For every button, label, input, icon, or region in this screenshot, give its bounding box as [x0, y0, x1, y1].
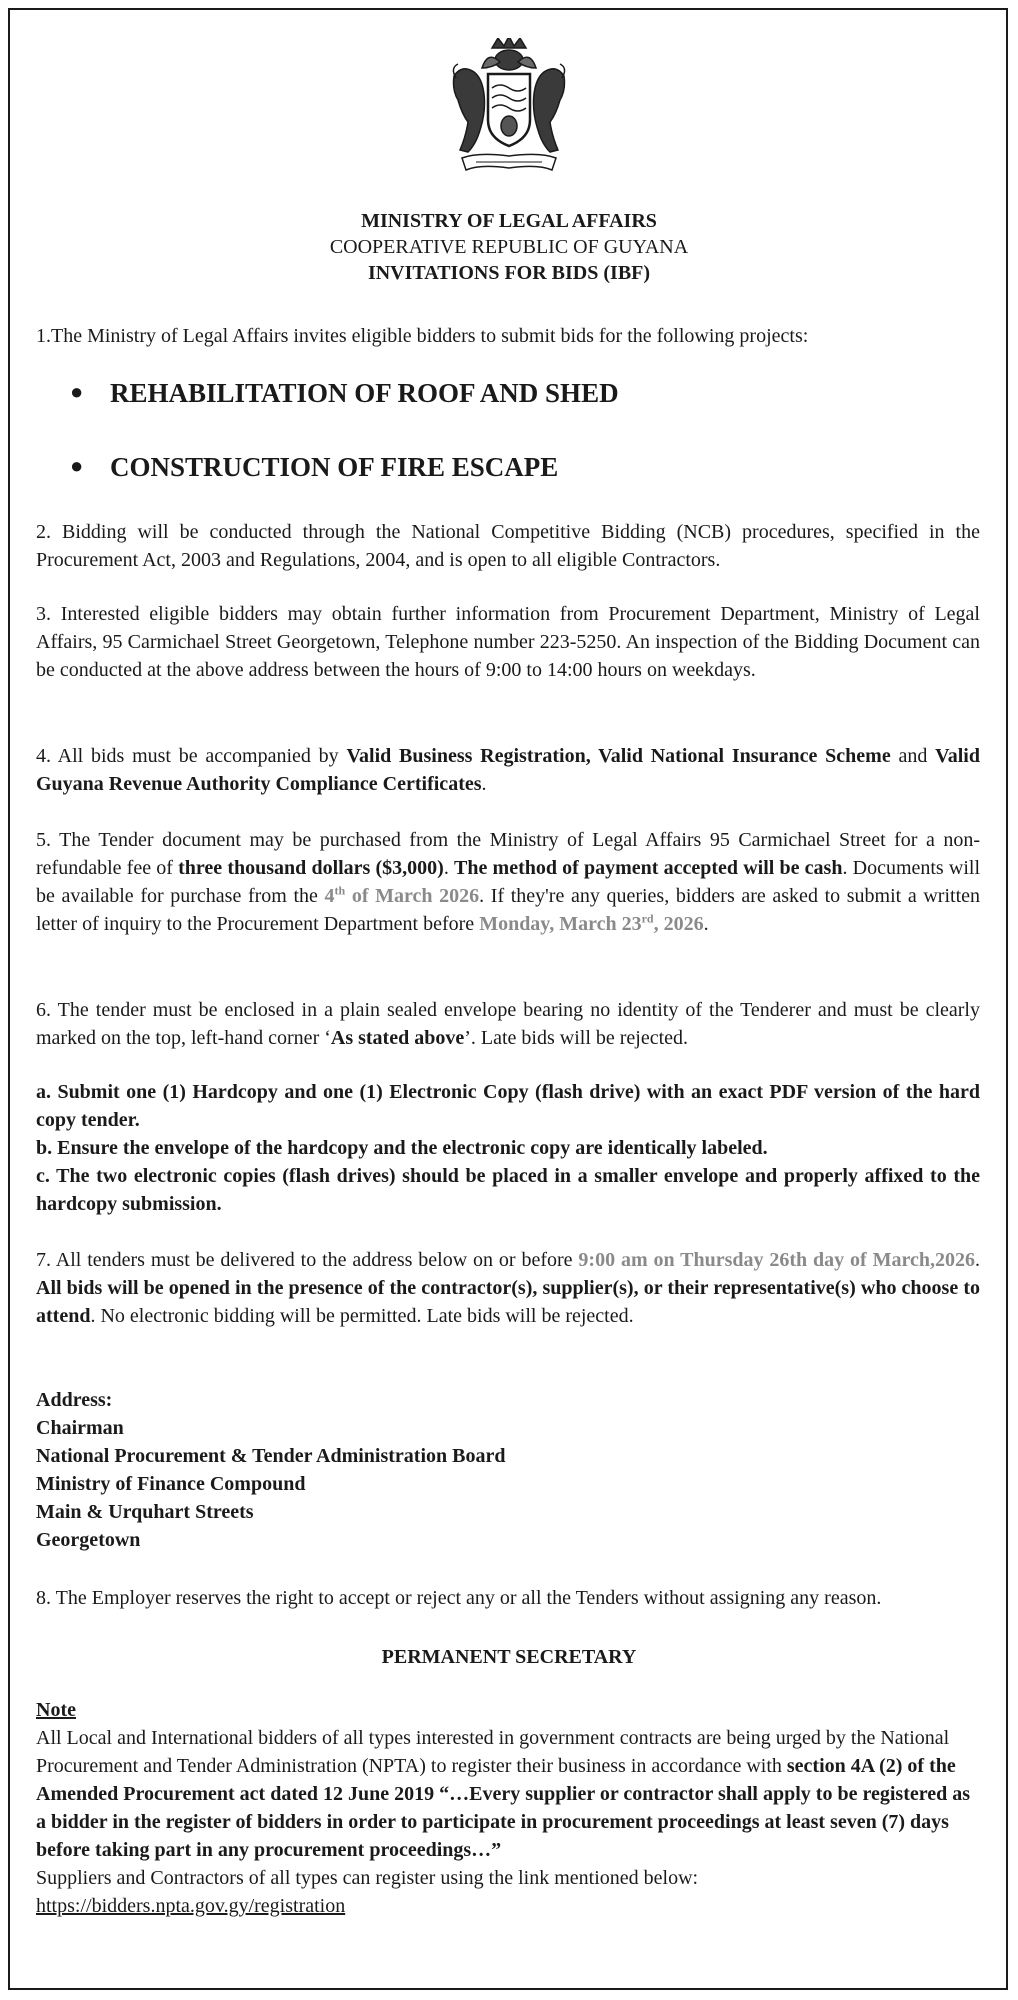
document-title: INVITATIONS FOR BIDS (IBF)	[367, 262, 651, 284]
address-block	[36, 1386, 980, 1554]
paragraph-4: 4. All bids must be accompanied by Valid Business Registration, Valid National Insurance Scheme and Valid Guyana Revenue Authority Compliance Certificates.	[36, 745, 980, 795]
bullet-icon: ●	[70, 453, 84, 478]
paragraph-3: 3. Interested eligible bidders may obtain further information from Procurement Department, Ministry of Legal Affairs, 95 Carmichael Street Georgetown, Telephone number 223-5250. An inspection of the Bidding Document can be conducted at the above address between the hours of 9:00 to 14:00 hours on weekdays.	[36, 603, 980, 681]
instruction-item: a. Submit one (1) Hardcopy and one (1) Electronic Copy (flash drive) with an exact PDF version of the hard copy tender.	[36, 1081, 980, 1131]
country-name: COOPERATIVE REPUBLIC OF GUYANA	[329, 236, 689, 258]
ministry-title: MINISTRY OF LEGAL AFFAIRS	[361, 210, 657, 232]
paragraph-8: 8. The Employer reserves the right to accept or reject any or all the Tenders without assigning any reason.	[36, 1587, 882, 1609]
address-line: Address:	[36, 1389, 113, 1411]
intro-paragraph: 1.The Ministry of Legal Affairs invites eligible bidders to submit bids for the following projects:	[36, 325, 809, 347]
bullet-icon: ●	[70, 379, 84, 404]
registration-link[interactable]: https://bidders.npta.gov.gy/registration	[36, 1895, 346, 1917]
address-line: Georgetown	[36, 1529, 141, 1551]
address-line: Ministry of Finance Compound	[36, 1473, 306, 1495]
paragraph-2: 2. Bidding will be conducted through the National Competitive Bidding (NCB) procedures, specified in the Procurement Act, 2003 and Regulations, 2004, and is open to all eligible Contractors.	[36, 521, 980, 571]
submission-deadline: 9:00 am on Thursday 26th day of March,2026	[578, 1249, 975, 1271]
project-title: CONSTRUCTION OF FIRE ESCAPE	[110, 452, 559, 482]
guyana-coat-of-arms-icon	[448, 38, 570, 178]
note-instruction: Suppliers and Contractors of all types can register using the link mentioned below:	[36, 1867, 699, 1889]
project-item	[70, 378, 619, 409]
address-line: Main & Urquhart Streets	[36, 1501, 254, 1523]
paragraph-7: 7. All tenders must be delivered to the address below on or before 9:00 am on Thursday 26th day of March,2026. All bids will be opened in the presence of the contractor(s), supplier(s), or their representative(s) who choose to attend. No electronic bidding will be permitted. Late bids will be rejected.	[36, 1249, 980, 1327]
address-line: Chairman	[36, 1417, 124, 1439]
signature-title: PERMANENT SECRETARY	[381, 1646, 637, 1668]
instruction-item: b. Ensure the envelope of the hardcopy and the electronic copy are identically labeled.	[36, 1137, 768, 1159]
submission-instructions	[36, 1078, 980, 1218]
project-item	[70, 452, 558, 483]
paragraph-6: 6. The tender must be enclosed in a plain sealed envelope bearing no identity of the Tenderer and must be clearly marked on the top, left-hand corner ‘As stated above’. Late bids will be rejected.	[36, 999, 980, 1049]
purchase-date: 4th of March 2026	[324, 883, 480, 907]
note-section	[36, 1696, 980, 1920]
address-line: National Procurement & Tender Administration Board	[36, 1445, 506, 1467]
note-heading: Note	[36, 1699, 76, 1721]
paragraph-5: 5. The Tender document may be purchased from the Ministry of Legal Affairs 95 Carmichael Street for a non-refundable fee of three thousand dollars ($3,000). The method of payment accepted will be cash. Documents will be available for purchase from the 4th of March 2026. If they're any queries, bidders are asked to submit a written letter of inquiry to the Procurement Department before Monday, March 23rd, 2026.	[36, 829, 981, 935]
instruction-item: c. The two electronic copies (flash drives) should be placed in a smaller envelope and properly affixed to the hardcopy submission.	[36, 1165, 980, 1215]
inquiry-deadline: Monday, March 23rd, 2026	[479, 911, 704, 935]
project-title: REHABILITATION OF ROOF AND SHED	[110, 378, 619, 408]
note-body: All Local and International bidders of all types interested in government contracts are being urged by the National Procurement and Tender Administration (NPTA) to register their business in accordance with section 4A (2) of the Amended Procurement act dated 12 June 2019 “…Every supplier or contractor shall apply to be registered as a bidder in the register of bidders in order to participate in procurement proceedings at least seven (7) days before taking part in any procurement proceedings…”	[36, 1727, 971, 1861]
